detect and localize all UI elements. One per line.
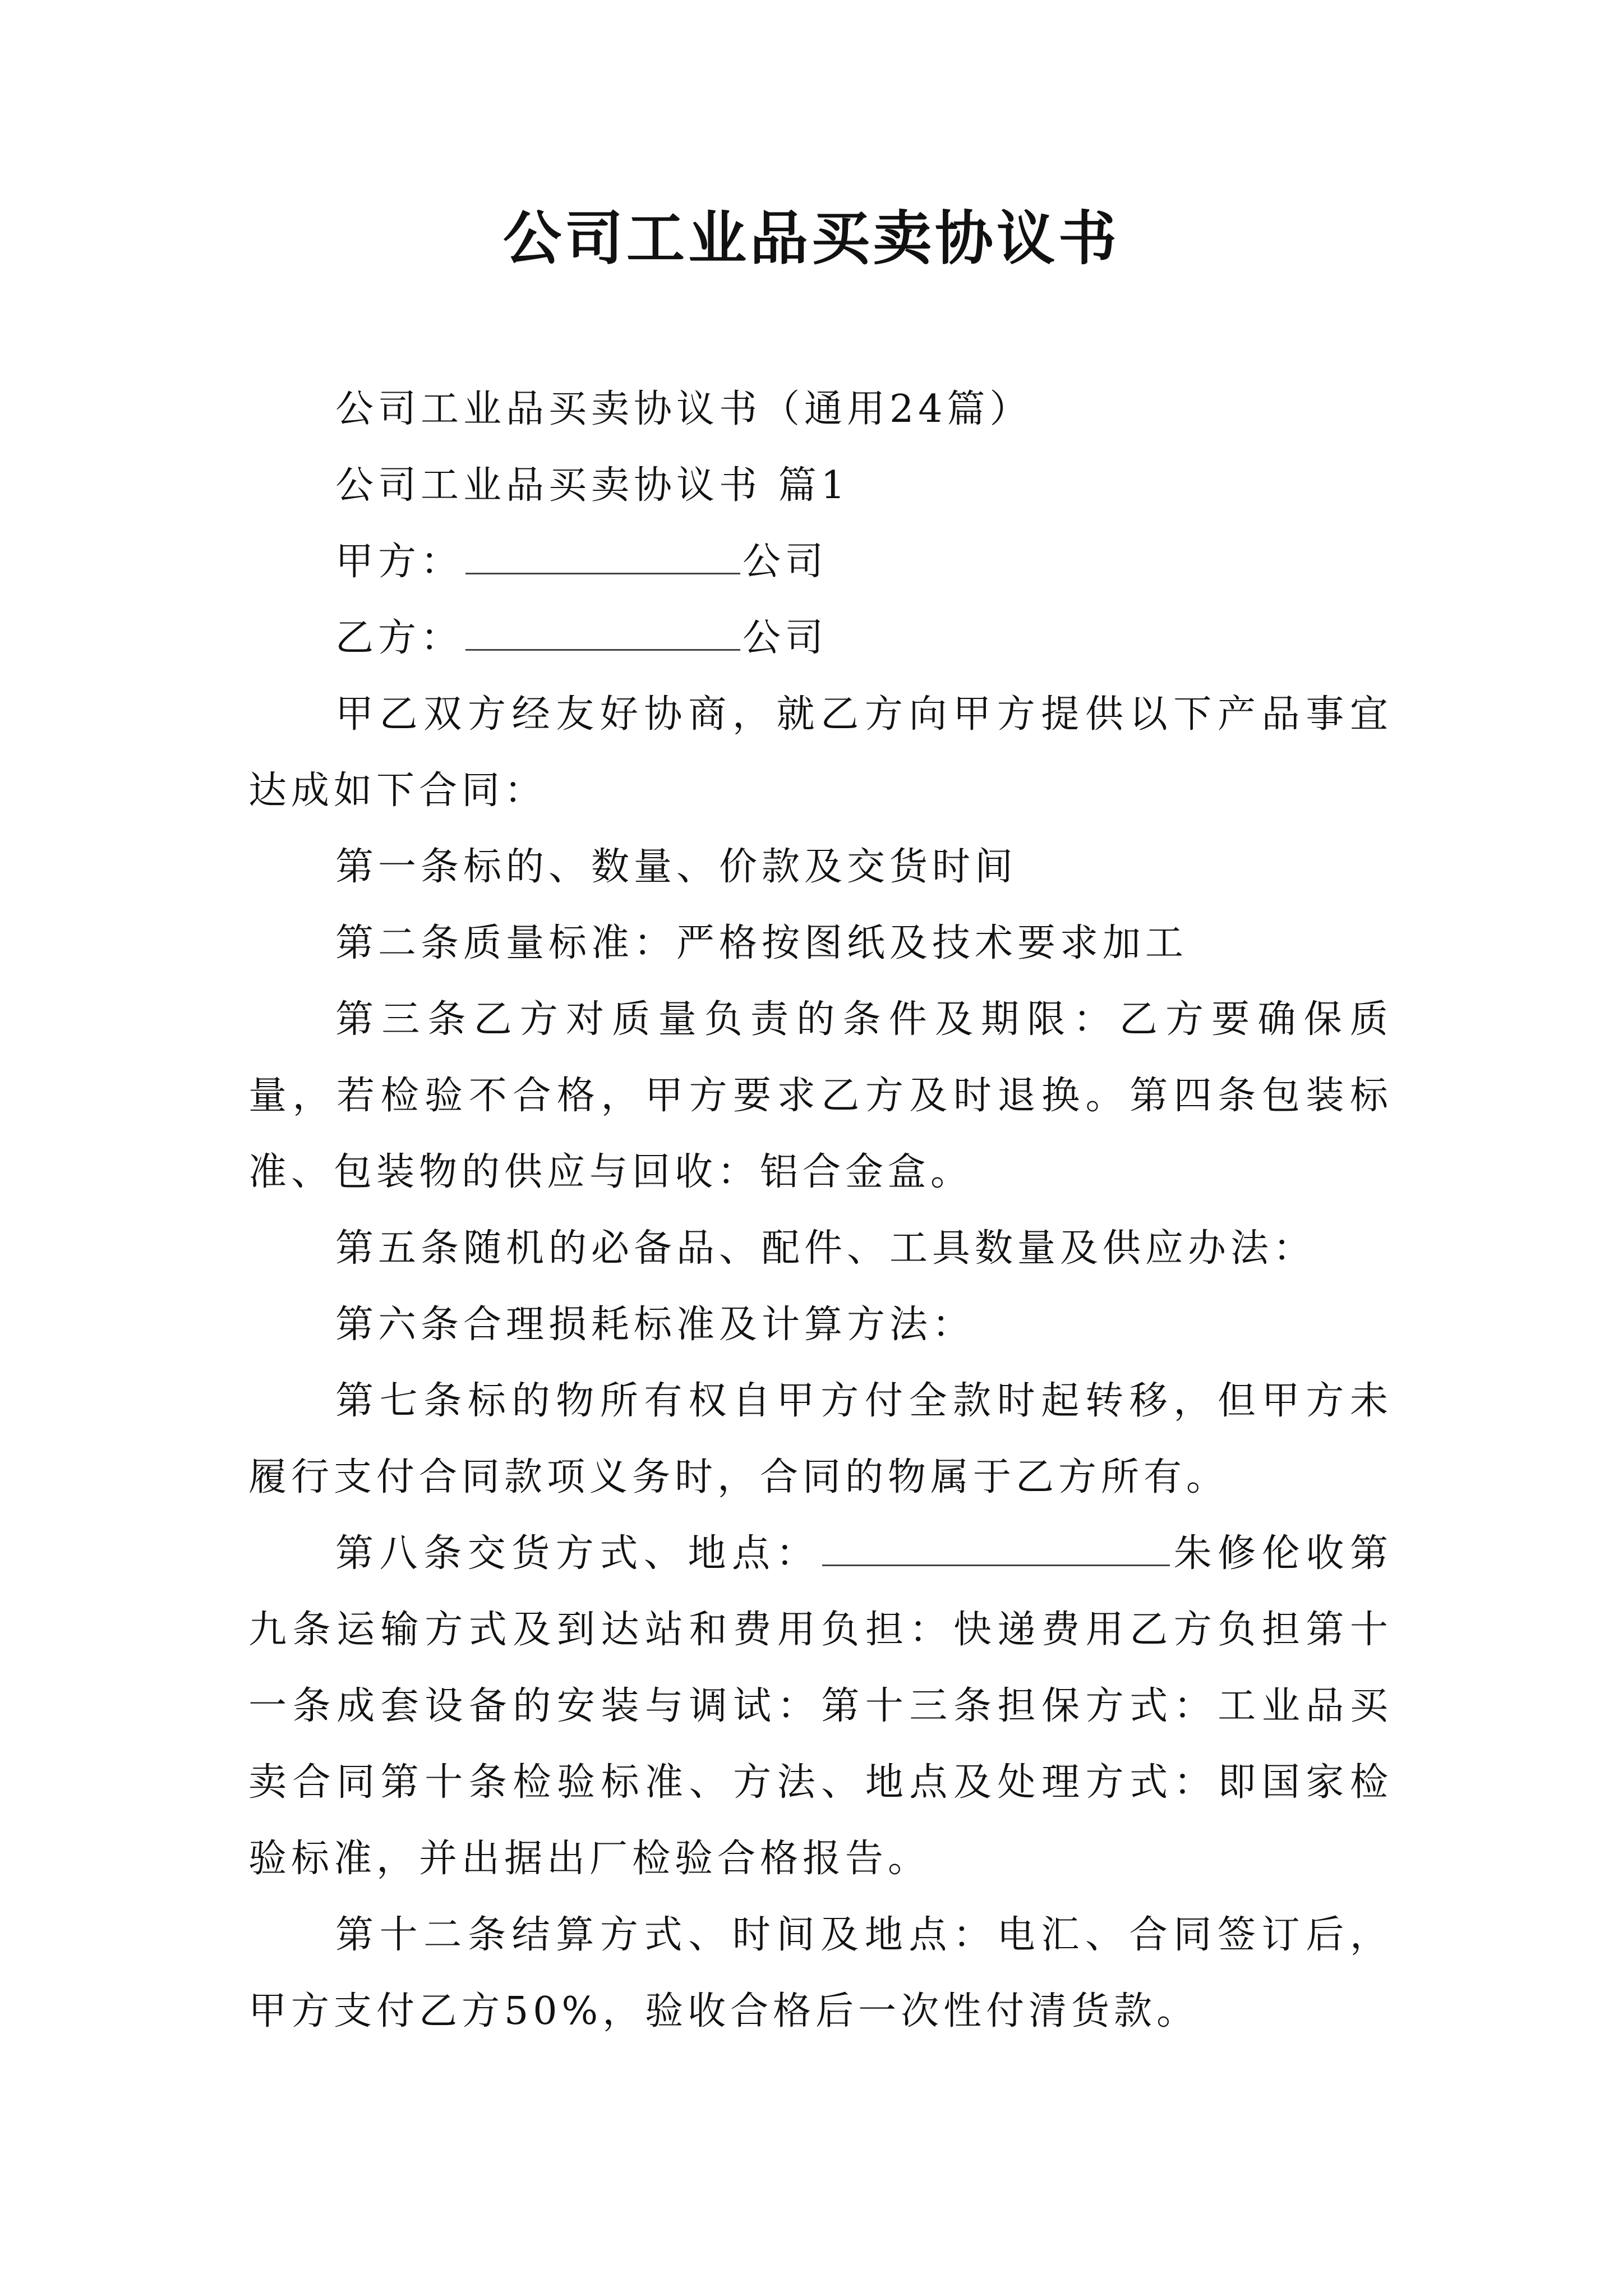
party-a-label: 甲方： — [335, 540, 464, 584]
document-subtitle: 公司工业品买卖协议书（通用24篇） — [335, 387, 1032, 431]
document-body — [248, 371, 1393, 2050]
article-8-blank — [822, 1524, 1170, 1566]
article-7: 第七条标的物所有权自甲方付全款时起转移，但甲方未履行支付合同款项义务时，合同的物属于乙方所有。 — [248, 1379, 1393, 1499]
article-1: 第一条标的、数量、价款及交货时间 — [335, 845, 1018, 889]
party-b-blank — [465, 609, 740, 651]
article-8-rest: 朱修伦收第九条运输方式及到达站和费用负担：快递费用乙方负担第十一条成套设备的安装与调试：第十三条担保方式：工业品买卖合同第十条检验标准、方法、地点及处理方式：即国家检验标准，并出据出厂检验合格报告。 — [248, 1531, 1393, 1881]
document-title: 公司工业品买卖协议书 — [502, 204, 1120, 273]
article-2: 第二条质量标准：严格按图纸及技术要求加工 — [335, 921, 1188, 965]
article-6: 第六条合理损耗标准及计算方法： — [335, 1303, 975, 1347]
article-5: 第五条随机的必备品、配件、工具数量及供应办法： — [335, 1226, 1316, 1271]
article-8-paragraph — [248, 1516, 1393, 1897]
party-a-suffix: 公司 — [743, 540, 828, 584]
article-3-4: 第三条乙方对质量负责的条件及期限：乙方要确保质量，若检验不合格，甲方要求乙方及时退换。第四条包装标准、包装物的供应与回收：铝合金盒。 — [248, 997, 1393, 1194]
party-a-line — [248, 524, 1393, 600]
party-b-suffix: 公司 — [743, 616, 828, 660]
intro-paragraph: 甲乙双方经友好协商，就乙方向甲方提供以下产品事宜达成如下合同： — [248, 692, 1393, 813]
party-b-line — [248, 600, 1393, 677]
article-8-label: 第八条交货方式、地点： — [335, 1531, 820, 1576]
section-heading: 公司工业品买卖协议书 篇1 — [335, 463, 850, 508]
party-b-label: 乙方： — [335, 616, 464, 660]
party-a-blank — [465, 532, 740, 574]
article-12: 第十二条结算方式、时间及地点：电汇、合同签订后，甲方支付乙方50%，验收合格后一次性付清货款。 — [248, 1913, 1393, 2033]
